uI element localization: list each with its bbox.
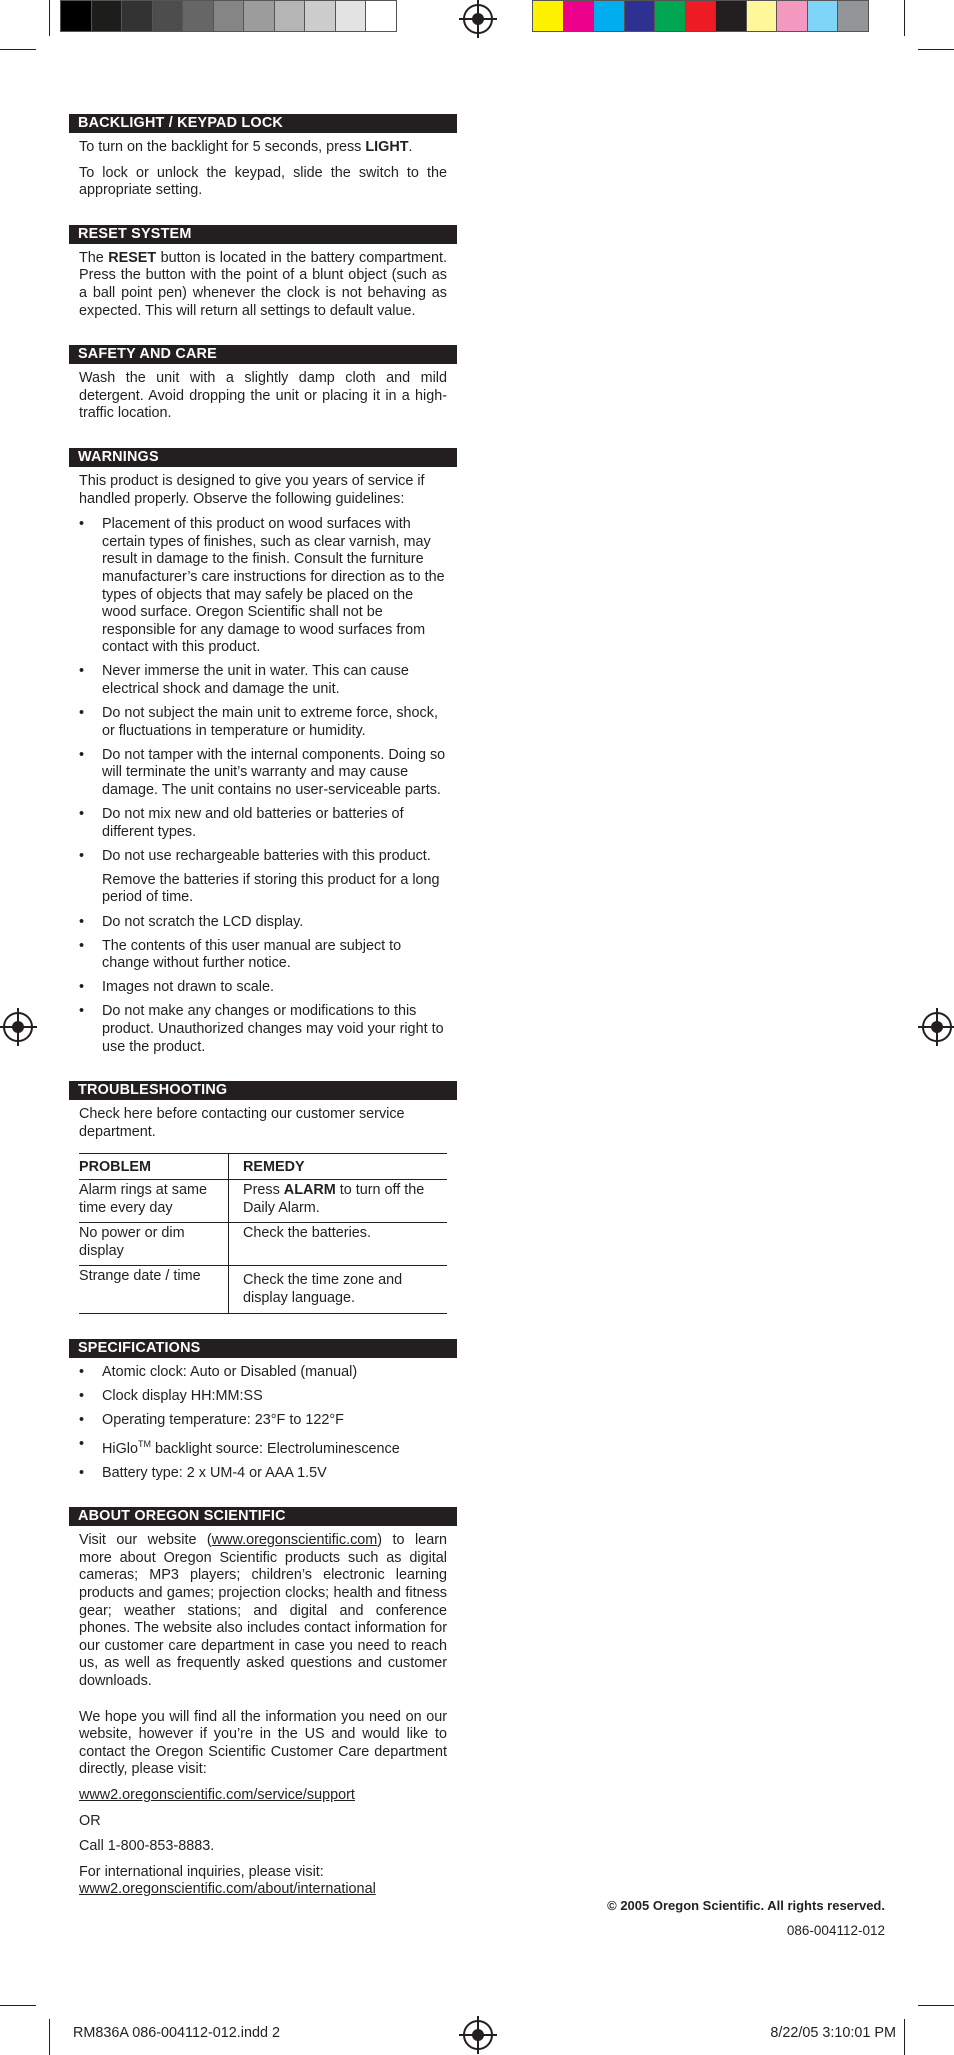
section-reset [69, 225, 457, 320]
crop-mark [49, 2019, 50, 2055]
list-item: • Do not make any changes or modifications to this product. Unauthorized changes may void your right to use the product. [79, 1003, 447, 1056]
specifications-list [79, 1364, 447, 1483]
color-swatch [624, 0, 656, 32]
grayscale-swatch [121, 0, 153, 32]
grayscale-swatch [91, 0, 123, 32]
color-swatch [685, 0, 717, 32]
slug-datetime: 8/22/05 3:10:01 PM [770, 2025, 896, 2041]
column-header-remedy: REMEDY [229, 1154, 448, 1180]
list-item: • Operating temperature: 23°F to 122°F [79, 1412, 447, 1430]
crop-mark [0, 49, 36, 50]
section-heading: ABOUT OREGON SCIENTIFIC [69, 1507, 457, 1526]
color-swatch [746, 0, 778, 32]
grayscale-swatch [213, 0, 245, 32]
reset-text: The RESET button is located in the battery compartment. Press the button with the point of a blunt object (such as a ball point pen) whenever the clock is not behaving as expected. This will return all settings to default value. [79, 249, 447, 319]
problem-cell: No power or dim display [79, 1223, 229, 1266]
list-item: • The contents of this user manual are subject to change without further notice. [79, 938, 447, 973]
manual-column [69, 114, 457, 1924]
or-text: OR [79, 1812, 101, 1829]
contact-text: We hope you will find all the information you need on our website, however if you’re in the US and would like to contact the Oregon Scientific Customer Care department directly, please visit: [79, 1708, 447, 1778]
color-swatch [837, 0, 869, 32]
list-item: • Clock display HH:MM:SS [79, 1388, 447, 1406]
warnings-intro: This product is designed to give you years of service if handled properly. Observe the following guidelines: [79, 472, 425, 507]
registration-mark-icon [463, 4, 493, 34]
list-item: • Images not drawn to scale. [79, 979, 447, 997]
grayscale-swatch [152, 0, 184, 32]
troubleshooting-intro: Check here before contacting our customer service department. [79, 1106, 405, 1140]
section-backlight [69, 114, 457, 200]
about-text: Visit our website (www.oregonscientific.com) to learn more about Oregon Scientific products such as digital cameras; MP3 players; children’s electronic learning products and games; projection clocks; health and fitness gear; weather stations; and digital and conference phones. The website also includes contact information for our customer care department in case you need to reach us, as well as frequently asked questions and customer downloads. [79, 1532, 447, 1690]
support-link[interactable]: www2.oregonscientific.com/service/support [79, 1786, 355, 1803]
section-specifications [69, 1339, 457, 1483]
section-heading: TROUBLESHOOTING [69, 1081, 457, 1100]
warnings-list [79, 516, 447, 1056]
column-header-problem: PROBLEM [79, 1154, 229, 1180]
table-header-row [79, 1154, 447, 1180]
remedy-cell: Press ALARM to turn off the Daily Alarm. [229, 1179, 448, 1222]
list-item: • Do not scratch the LCD display. [79, 914, 447, 932]
grayscale-swatch [243, 0, 275, 32]
list-item: • Battery type: 2 x UM-4 or AAA 1.5V [79, 1465, 447, 1483]
section-heading: RESET SYSTEM [69, 225, 457, 244]
registration-mark-icon [922, 1012, 952, 1042]
grayscale-swatch [274, 0, 306, 32]
section-heading: SPECIFICATIONS [69, 1339, 457, 1358]
list-item: • HiGlo™ backlight source: Electroluminescence [79, 1436, 447, 1458]
crop-mark [904, 0, 905, 36]
international-link[interactable]: www2.oregonscientific.com/about/international [79, 1881, 376, 1898]
backlight-text: To turn on the backlight for 5 seconds, press LIGHT. [79, 139, 413, 155]
grayscale-swatch [365, 0, 397, 32]
list-item: Remove the batteries if storing this product for a long period of time. [102, 871, 440, 906]
section-about [69, 1507, 457, 1899]
troubleshooting-table [79, 1153, 447, 1313]
color-swatch [807, 0, 839, 32]
table-row [79, 1223, 447, 1266]
copyright-notice: © 2005 Oregon Scientific. All rights reserved. [607, 1898, 885, 1913]
section-heading: SAFETY AND CARE [69, 345, 457, 364]
slug-filename: RM836A 086-004112-012.indd 2 [73, 2025, 280, 2041]
crop-mark [918, 49, 954, 50]
website-link[interactable]: www.oregonscientific.com [211, 1532, 378, 1549]
list-item: • Do not subject the main unit to extreme force, shock, or fluctuations in temperature or humidity. [79, 705, 447, 740]
color-swatch [532, 0, 564, 32]
phone-text: Call 1-800-853-8883. [79, 1838, 215, 1855]
problem-cell: Alarm rings at same time every day [79, 1179, 229, 1222]
problem-cell: Strange date / time [79, 1266, 229, 1313]
table-row [79, 1179, 447, 1222]
registration-mark-icon [3, 1012, 33, 1042]
grayscale-color-bar [60, 0, 396, 34]
section-safety [69, 345, 457, 423]
registration-mark-icon [463, 2020, 493, 2050]
section-heading: WARNINGS [69, 448, 457, 467]
part-number: 086-004112-012 [786, 1923, 885, 1938]
color-swatch [593, 0, 625, 32]
section-troubleshooting [69, 1081, 457, 1313]
list-item: • Do not use rechargeable batteries with this product. [79, 848, 447, 866]
color-swatch [776, 0, 808, 32]
color-swatch [715, 0, 747, 32]
crop-mark [918, 2005, 954, 2006]
international-text: For international inquiries, please visit: [79, 1863, 324, 1880]
grayscale-swatch [182, 0, 214, 32]
remedy-cell: Check the batteries. [229, 1223, 448, 1266]
color-swatch [563, 0, 595, 32]
crop-mark [0, 2005, 36, 2006]
list-item: • Do not tamper with the internal components. Doing so will terminate the unit’s warranty and may cause damage. The unit contains no user-serviceable parts. [79, 747, 447, 800]
list-item: • Never immerse the unit in water. This can cause electrical shock and damage the unit. [79, 663, 447, 698]
keypad-lock-text: To lock or unlock the keypad, slide the switch to the appropriate setting. [79, 164, 447, 199]
remedy-cell: Check the time zone and display language. [229, 1266, 448, 1313]
table-row [79, 1266, 447, 1313]
list-item: • Placement of this product on wood surfaces with certain types of finishes, such as clear varnish, may result in damage to the finish. Consult the furniture manufacturer’s care instructions for direction as to the types of objects that may safely be placed on the wood surface. Oregon Scientific shall not be responsible for any damage to wood surfaces from contact with this product. [79, 516, 447, 657]
crop-mark [49, 0, 50, 36]
process-color-bar [532, 0, 868, 34]
grayscale-swatch [304, 0, 336, 32]
section-heading: BACKLIGHT / KEYPAD LOCK [69, 114, 457, 133]
color-swatch [654, 0, 686, 32]
list-item: • Atomic clock: Auto or Disabled (manual) [79, 1364, 447, 1382]
section-warnings [69, 448, 457, 1056]
grayscale-swatch [60, 0, 92, 32]
safety-text: Wash the unit with a slightly damp cloth and mild detergent. Avoid dropping the unit or placing it in a high-traffic location. [79, 370, 447, 422]
grayscale-swatch [335, 0, 367, 32]
list-item: • Do not mix new and old batteries or batteries of different types. [79, 806, 447, 841]
crop-mark [904, 2019, 905, 2055]
